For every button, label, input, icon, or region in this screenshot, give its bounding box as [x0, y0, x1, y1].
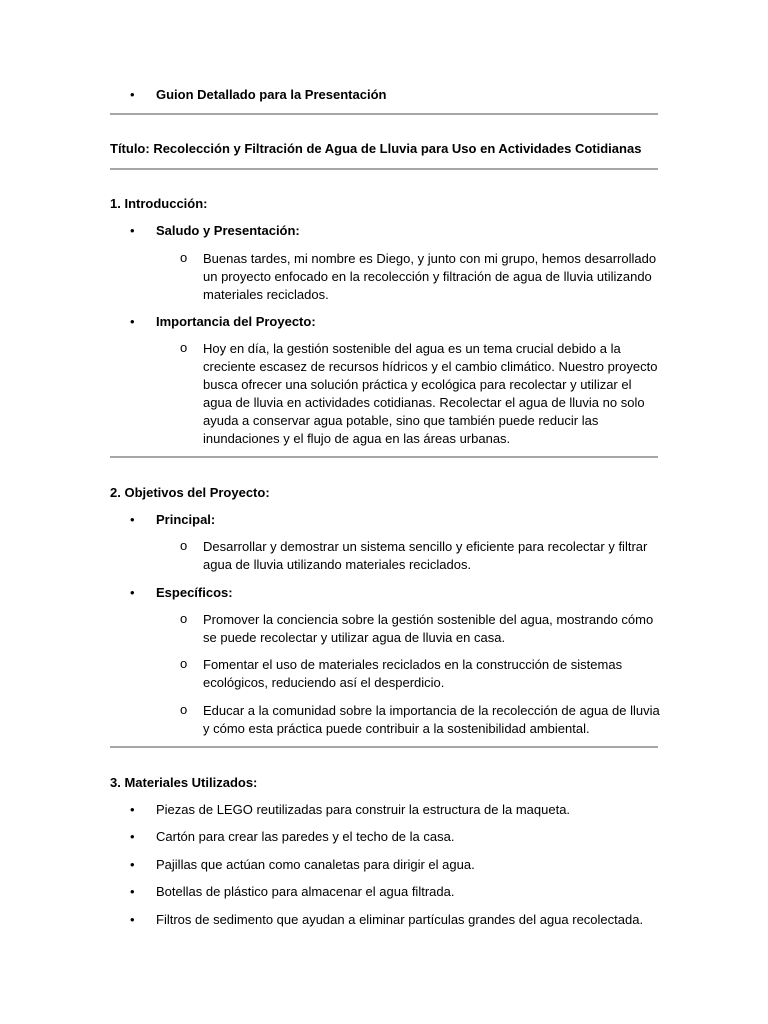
- sub-bullet-marker: o: [180, 538, 188, 553]
- sub-bullet-marker: o: [180, 340, 188, 355]
- divider: [110, 113, 658, 115]
- item-label: Principal:: [156, 512, 216, 527]
- item-text: Fomentar el uso de materiales reciclados en la construcción de sistemas ecológicos, reduciendo así el desperdicio.: [203, 657, 623, 690]
- sub-bullet-marker: o: [180, 656, 188, 671]
- bullet-marker: •: [130, 512, 135, 527]
- item-text: Cartón para crear las paredes y el techo de la casa.: [156, 829, 455, 844]
- header-bullet-text: Guion Detallado para la Presentación: [156, 87, 387, 102]
- item-text: Pajillas que actúan como canaletas para dirigir el agua.: [156, 857, 475, 872]
- item-label: Saludo y Presentación:: [156, 223, 300, 238]
- bullet-marker: •: [130, 585, 135, 600]
- item-text: Buenas tardes, mi nombre es Diego, y junto con mi grupo, hemos desarrollado un proyecto enfocado en la recolección y filtración de agua de lluvia utilizando materiales reciclados.: [203, 251, 657, 302]
- section3-heading: 3. Materiales Utilizados:: [110, 775, 258, 790]
- item-text: Promover la conciencia sobre la gestión sostenible del agua, mostrando cómo se puede recolectar y utilizar agua de lluvia en casa.: [203, 612, 654, 645]
- divider: [110, 746, 658, 748]
- bullet-marker: •: [130, 912, 135, 927]
- document-title: Título: Recolección y Filtración de Agua de Lluvia para Uso en Actividades Cotidianas: [110, 141, 642, 156]
- item-label: Específicos:: [156, 585, 233, 600]
- divider: [110, 168, 658, 170]
- item-label: Importancia del Proyecto:: [156, 314, 316, 329]
- bullet-marker: •: [130, 223, 135, 238]
- item-text: Filtros de sedimento que ayudan a eliminar partículas grandes del agua recolectada.: [156, 912, 644, 927]
- sub-bullet-marker: o: [180, 702, 188, 717]
- item-text: Educar a la comunidad sobre la importancia de la recolección de agua de lluvia y cómo esta práctica puede contribuir a la sostenibilidad ambiental.: [203, 703, 660, 736]
- bullet-marker: •: [130, 314, 135, 329]
- sub-bullet-marker: o: [180, 250, 188, 265]
- item-text: Desarrollar y demostrar un sistema sencillo y eficiente para recolectar y filtrar agua de lluvia utilizando materiales reciclados.: [203, 539, 648, 572]
- bullet-marker: •: [130, 829, 135, 844]
- bullet-marker: •: [130, 884, 135, 899]
- bullet-marker: •: [130, 857, 135, 872]
- bullet-marker: •: [130, 87, 135, 102]
- bullet-marker: •: [130, 802, 135, 817]
- sub-bullet-marker: o: [180, 611, 188, 626]
- section2-heading: 2. Objetivos del Proyecto:: [110, 485, 270, 500]
- item-text: Piezas de LEGO reutilizadas para construir la estructura de la maqueta.: [156, 802, 571, 817]
- divider: [110, 456, 658, 458]
- section1-heading: 1. Introducción:: [110, 196, 208, 211]
- item-text: Botellas de plástico para almacenar el agua filtrada.: [156, 884, 455, 899]
- item-text: Hoy en día, la gestión sostenible del agua es un tema crucial debido a la creciente escasez de recursos hídricos y el cambio climático. Nuestro proyecto busca ofrecer una solución práctica y ecológica para recolectar y utilizar el agua de lluvia en actividades cotidianas. Recolectar el agua de lluvia no solo ayuda a conservar agua potable, sino que también puede reducir las inundaciones y el flujo de agua en las áreas urbanas.: [203, 341, 658, 446]
